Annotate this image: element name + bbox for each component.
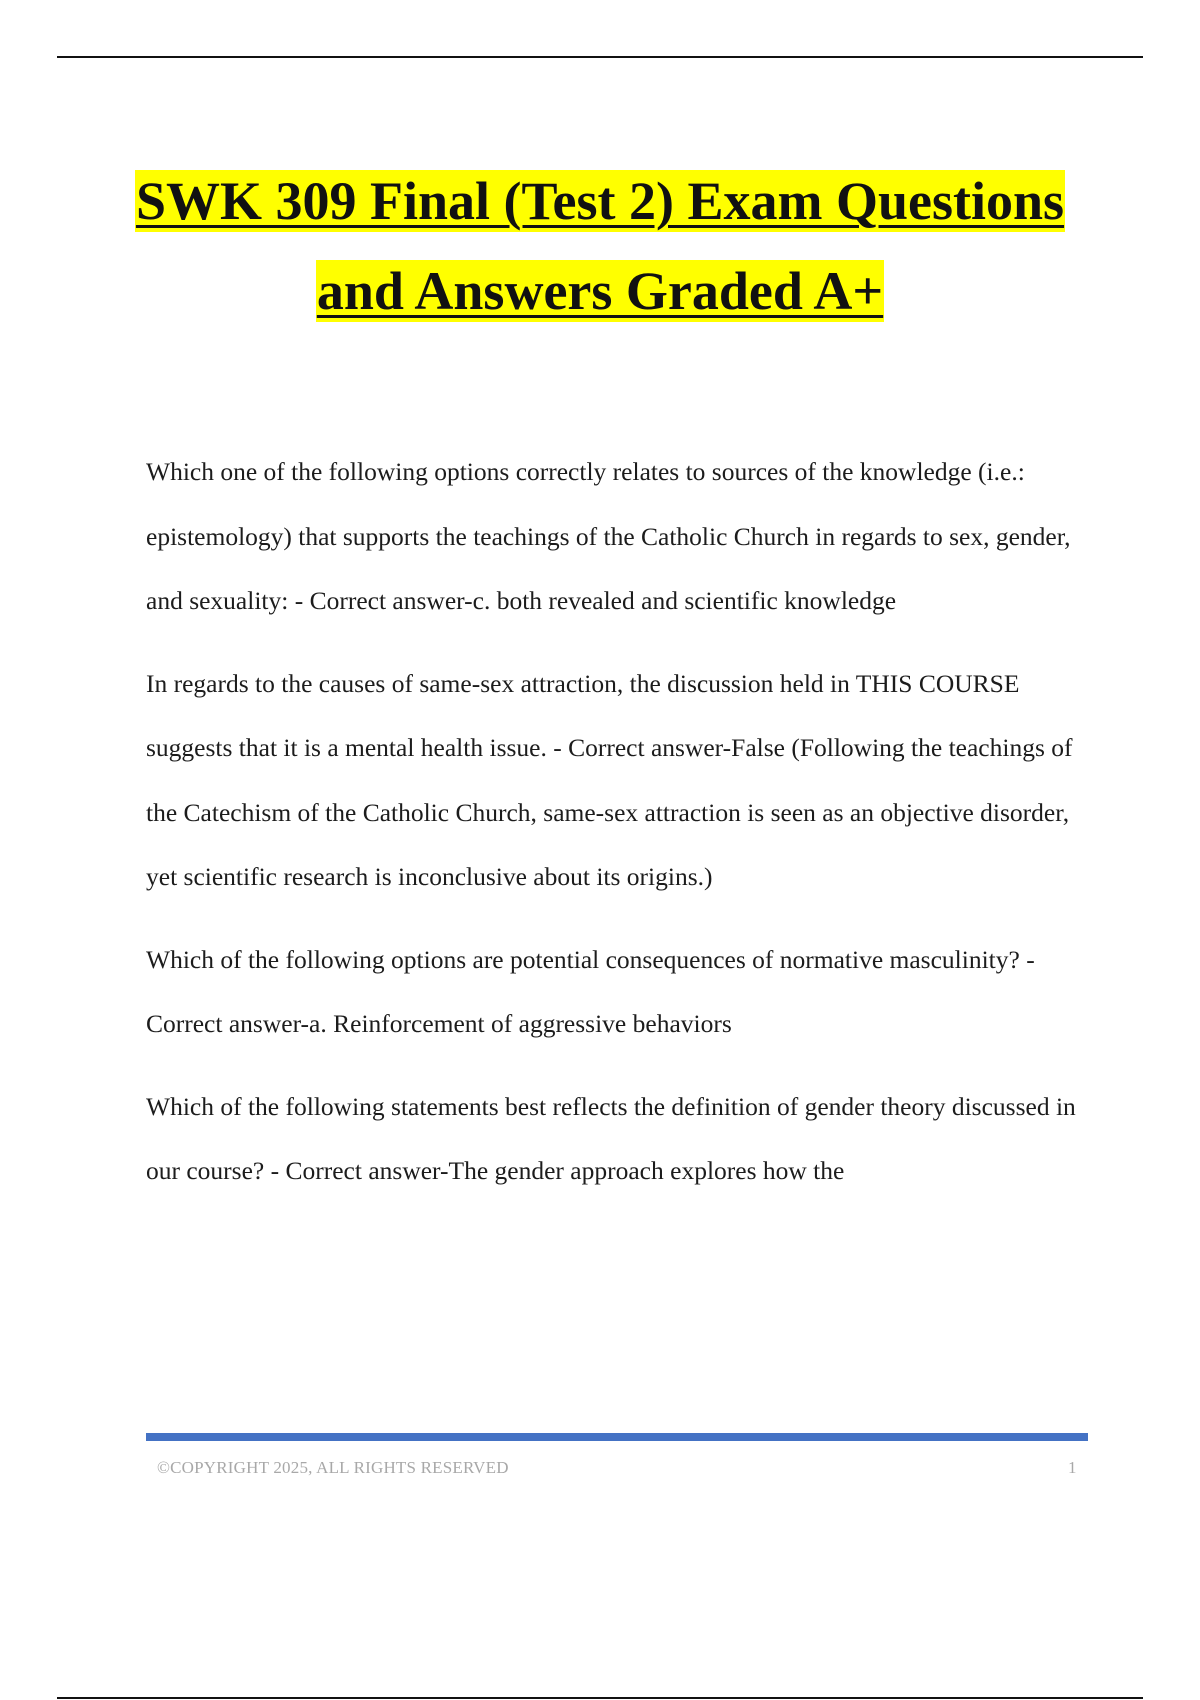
qa-item [146,652,1086,910]
top-rule [57,56,1143,58]
question-text: Which of the following statements best reflects the definition of gender theory discussed in our course? [146,1091,1076,1185]
qa-item [146,928,1086,1057]
answer-prefix: - Correct answer- [288,586,473,615]
bottom-rule [57,1697,1143,1699]
answer-prefix: - Correct answer- [264,1156,449,1185]
question-text: Which one of the following options correctly relates to sources of the knowledge (i.e.: epistemology) that supports the teachings of the Catholic Church in regards to sex, gender, and sexuality: [146,457,1071,615]
qa-list [146,440,1086,1222]
page-number: 1 [1068,1458,1077,1477]
answer-prefix: - Correct answer- [146,944,1035,1038]
title-line-2: and Answers Graded A+ [316,261,884,321]
footer-divider [146,1433,1088,1441]
qa-item [146,1075,1086,1204]
answer-text: The gender approach explores how the [448,1156,845,1185]
answer-prefix: - Correct answer- [546,733,732,762]
qa-item [146,440,1086,634]
title-line-1: SWK 309 Final (Test 2) Exam Questions [135,171,1065,231]
question-text: In regards to the causes of same-sex attraction, the discussion held in THIS COURSE suggests that it is a mental health issue. [146,668,1020,762]
answer-text: False (Following the teachings of the Catechism of the Catholic Church, same-sex attraction is seen as an objective disorder, yet scientific research is inconclusive about its origins.) [146,733,1073,891]
document-title [0,170,1200,322]
question-text: Which of the following options are potential consequences of normative masculinity? [146,944,1020,974]
footer-copyright: ©COPYRIGHT 2025, ALL RIGHTS RESERVED [157,1458,509,1477]
answer-text: c. both revealed and scientific knowledge [472,586,897,615]
answer-text: a. Reinforcement of aggressive behaviors [309,1009,732,1038]
